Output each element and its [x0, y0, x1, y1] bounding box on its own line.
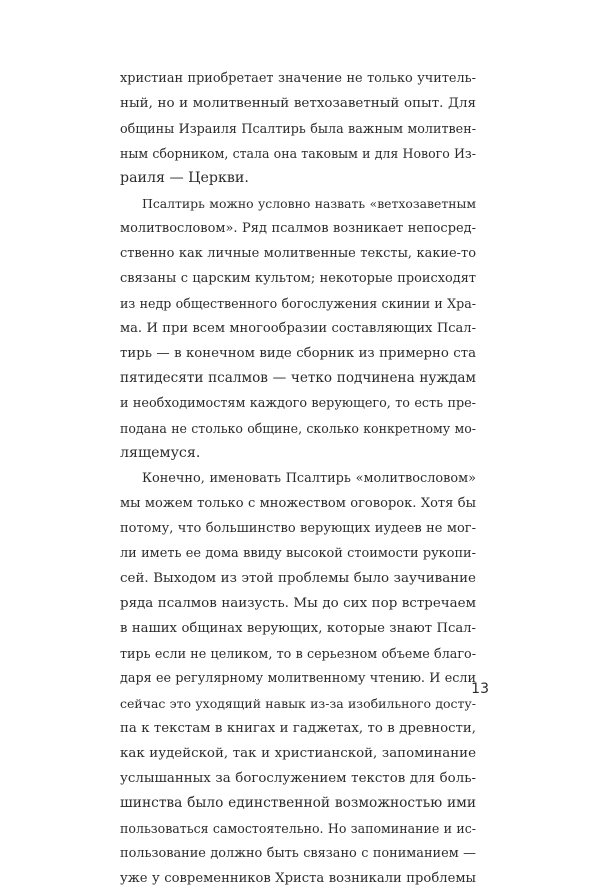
text-line: молитвословом». Ряд псалмов возникает непосред-	[120, 221, 476, 236]
text-line: общины Израиля Псалтирь была важным молитвен-	[120, 121, 476, 136]
text-line: сейчас это уходящий навык из-за изобильного досту-	[120, 696, 476, 711]
text-line: пользоваться самостоятельно. Но запоминание и ис-	[120, 821, 476, 836]
text-line: ным сборником, стала она таковым и для Нового Из-	[120, 146, 476, 161]
text-line: ма. И при всем многообразии составляющих Псал-	[120, 321, 476, 336]
text-line: па к текстам в книгах и гаджетах, то в древности,	[120, 721, 476, 736]
text-line: уже у современников Христа возникали проблемы	[120, 871, 476, 886]
text-line: тирь если не целиком, то в серьезном объеме благо-	[120, 646, 476, 661]
text-line: ли иметь ее дома ввиду высокой стоимости рукопи-	[120, 546, 476, 561]
text-line: из недр общественного богослужения скинии и Хра-	[120, 296, 476, 311]
text-line: как иудейской, так и христианской, запоминание	[120, 746, 476, 761]
text-line: тирь — в конечном виде сборник из примерно ста	[120, 346, 476, 361]
text-line: пользование должно быть связано с пониманием —	[120, 846, 476, 861]
text-line: в наших общинах верующих, которые знают Псал-	[120, 621, 476, 636]
page-number: 13	[471, 681, 489, 697]
text-line: ряда псалмов наизусть. Мы до сих пор встречаем	[120, 596, 476, 611]
text-line: ный, но и молитвенный ветхозаветный опыт. Для	[120, 96, 476, 111]
text-line: мы можем только с множеством оговорок. Хотя бы	[120, 496, 476, 511]
text-line: раиля — Церкви.	[120, 170, 249, 186]
text-line: подана не столько общине, сколько конкретному мо-	[120, 421, 476, 436]
body-text	[120, 66, 476, 891]
text-line: Псалтирь можно условно назвать «ветхозаветным	[142, 196, 476, 211]
text-line: лящемуся.	[120, 445, 201, 461]
text-line: связаны с царским культом; некоторые происходят	[120, 271, 476, 286]
text-line: и необходимостям каждого верующего, то есть пре-	[120, 396, 476, 411]
text-line: потому, что большинство верующих иудеев не мог-	[120, 521, 476, 536]
text-line: услышанных за богослужением текстов для боль-	[120, 771, 476, 786]
text-line: христиан приобретает значение не только учитель-	[120, 71, 476, 86]
text-line: пятидесяти псалмов — четко подчинена нуждам	[120, 370, 476, 386]
text-line: Конечно, именовать Псалтирь «молитвословом»	[142, 471, 476, 486]
text-line: ственно как личные молитвенные тексты, какие-то	[120, 246, 476, 261]
text-line: даря ее регулярному молитвенному чтению. И если	[120, 671, 476, 686]
text-line: шинства было единственной возможностью ими	[120, 795, 476, 811]
text-line: сей. Выходом из этой проблемы было заучивание	[120, 571, 476, 586]
